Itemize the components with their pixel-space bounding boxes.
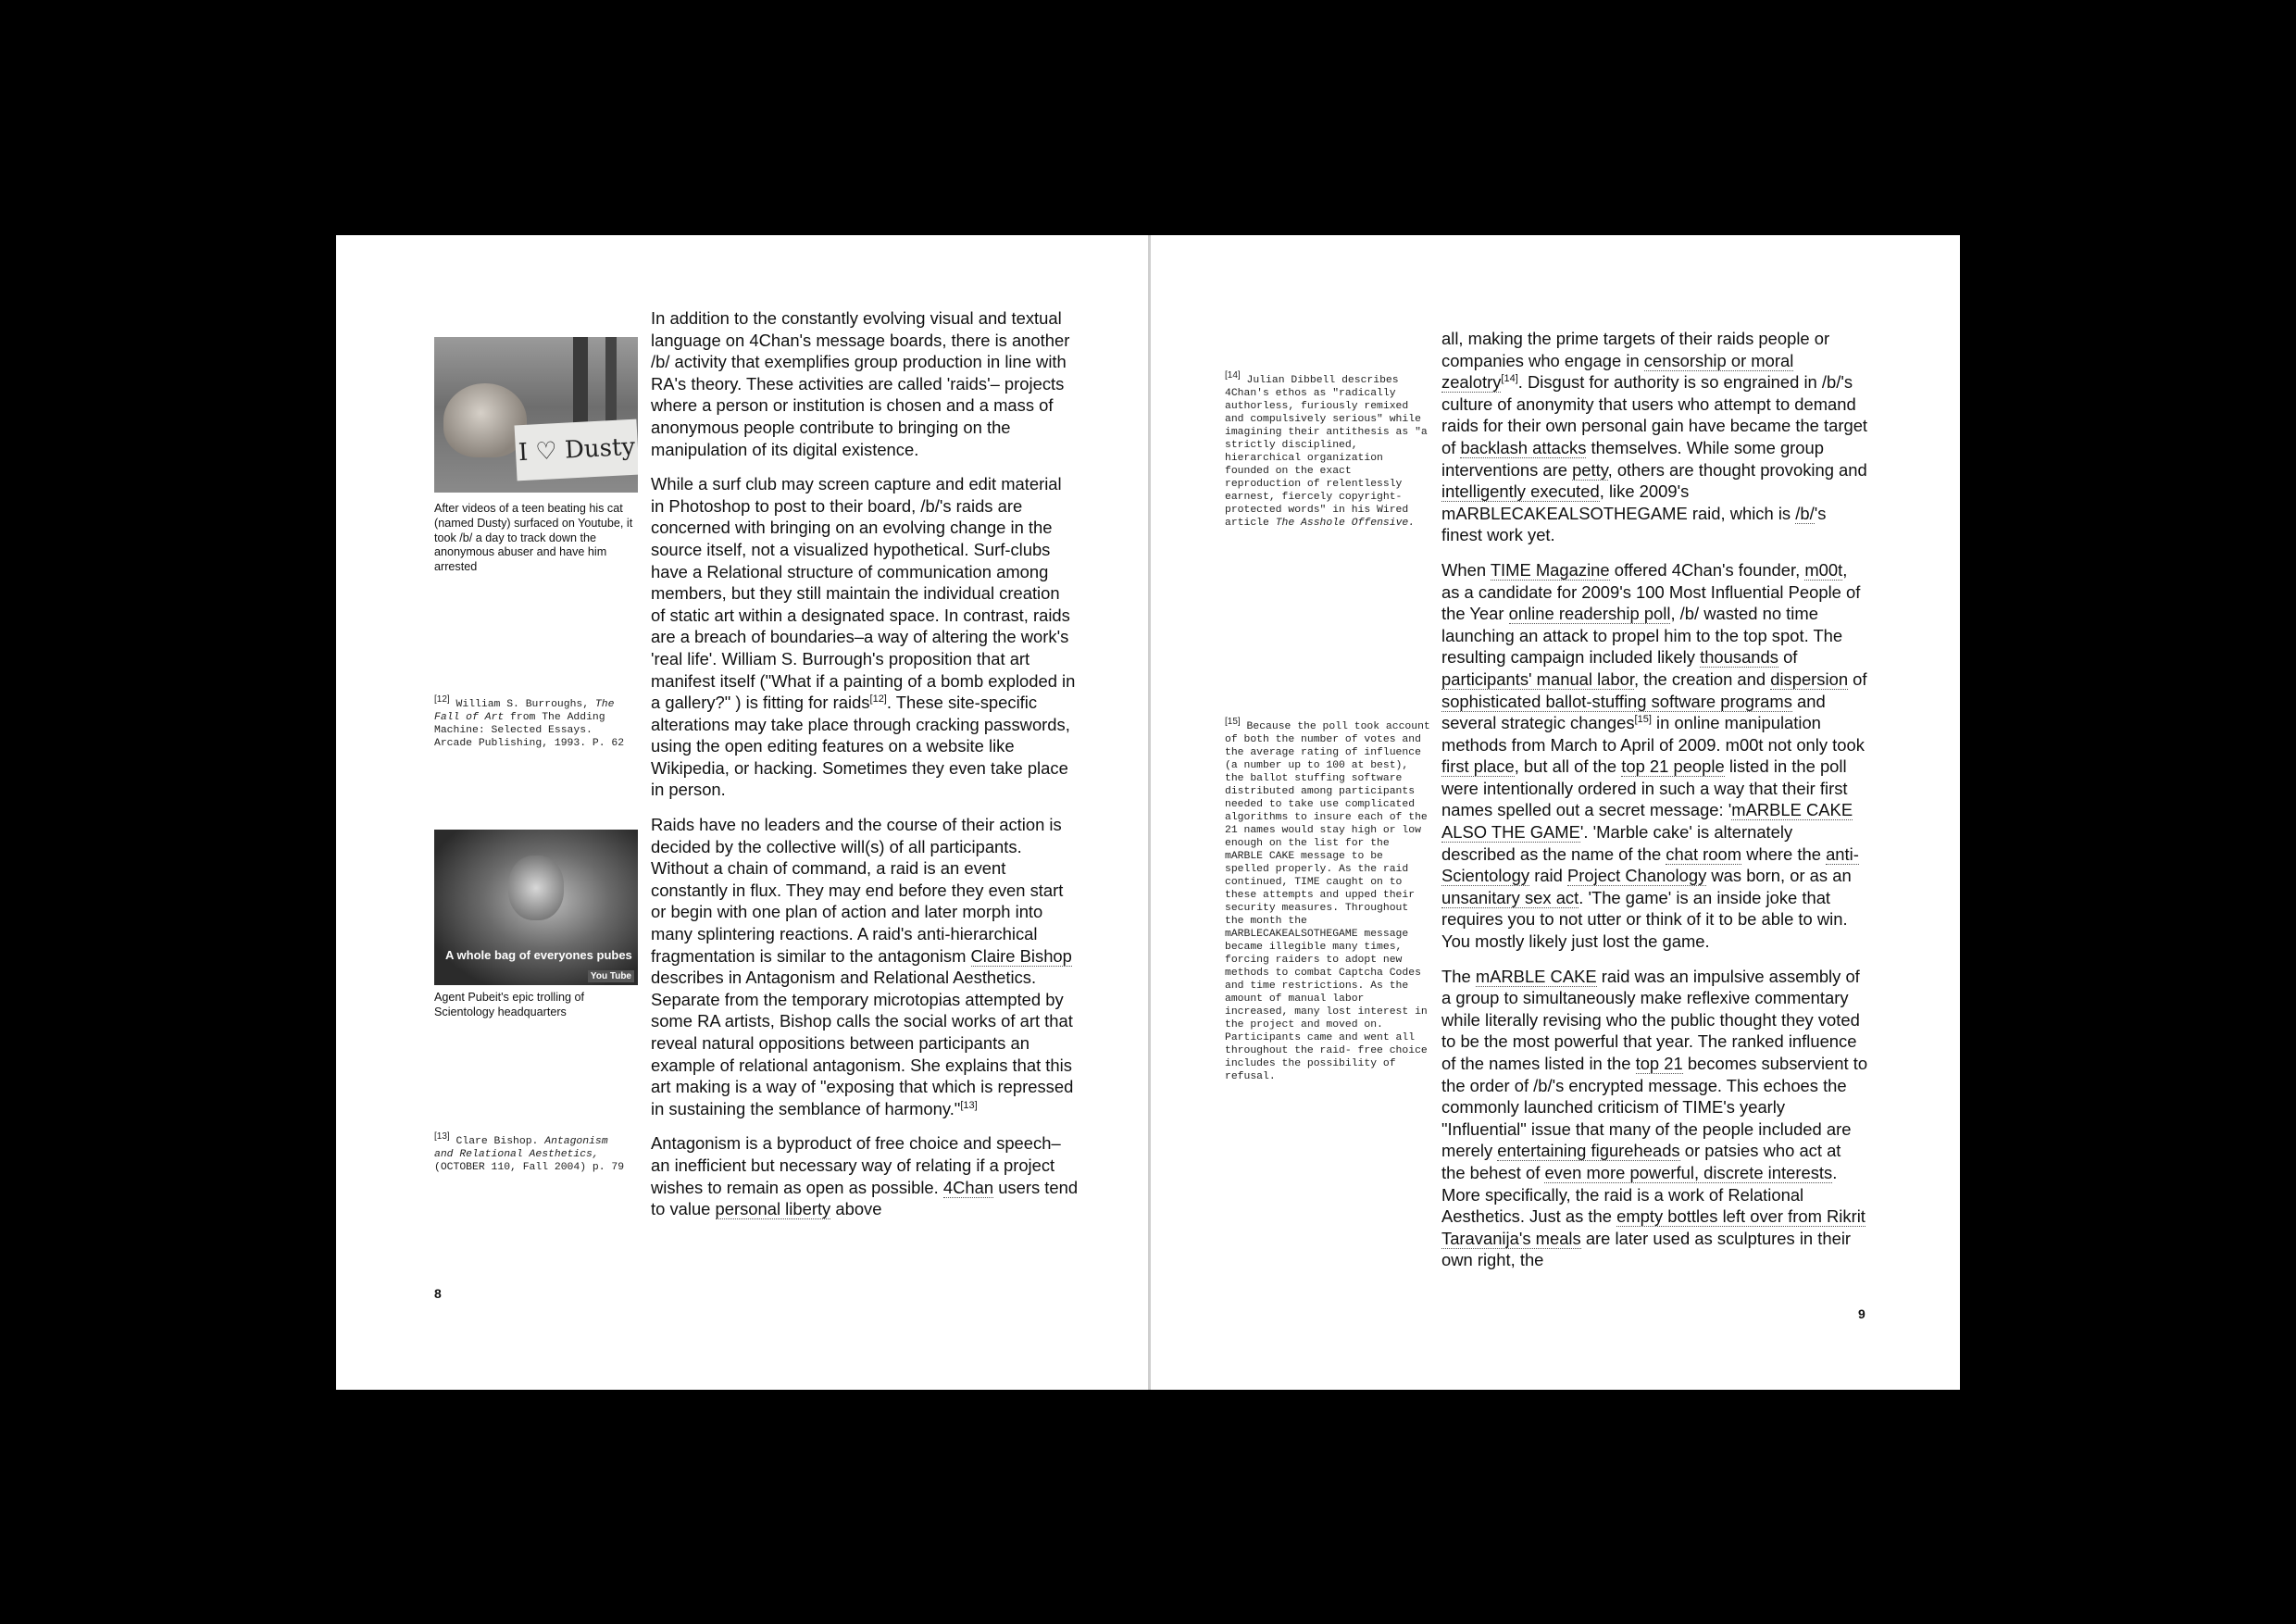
paragraph [1441, 328, 1869, 546]
text-run: raid [1529, 866, 1567, 886]
text-run: describes in Antagonism and Relational Aesthetics. Separate from the temporary microtopias attempted by some RA artists, Bishop calls the social works of art that reveal natural oppositions between participants an example of relational antagonism. She explains that this art making is a way of "exposing that which is repressed in sustaining the semblance of harmony." [651, 968, 1074, 1118]
footnote-rest: (OCTOBER 110, Fall 2004) p. 79 [434, 1162, 625, 1173]
text-run: '. 'Marble cake' is alternately described as the name of the [1441, 822, 1793, 864]
scientology-caption [434, 991, 640, 1020]
text-run: listed in the poll were intentionally ordered in such a way that their first names spelled out a secret message: ' [1441, 756, 1848, 820]
footnote-author: Clare Bishop. [455, 1136, 539, 1147]
footnote-text: Because the poll took account of both the number of votes and the average rating of influence (a number up to 100 at best), the ballot stuffing software distributed among participants needed to take use complicated algorithms to insure each of the 21 names would stay high or low enough on the list for the mARBLE CAKE message to be spelled properly. As the raid continued, TIME caught on to these attempts and upped their security measures. Throughout the month the mARBLECAKEALSOTHEGAME message became illegible many times, forcing raiders to adopt new methods to combat Captcha Codes and time restrictions. As the amount of manual labor increased, many lost interest in the project and moved on. Participants came and went all throughout the raid- free choice includes the possibility of refusal. [1225, 721, 1430, 1082]
text-run: , like 2009's mARBLECAKEALSOTHEGAME raid, which is [1441, 481, 1796, 523]
text-run: users tend to value [651, 1177, 1079, 1219]
link-thousands[interactable]: thousands [1700, 647, 1778, 668]
text-run: themselves. While some group interventions are [1441, 437, 1824, 480]
sign-text: I ♡ Dusty [518, 432, 636, 468]
link-marble-cake-message[interactable]: mARBLE CAKE ALSO THE GAME [1441, 800, 1853, 843]
text-run: . Disgust for authority is so engrained in /b/'s culture of anonymity that users who attempt to demand raids for their own personal gain have became the target of [1441, 372, 1868, 457]
text-run: and several strategic changes [1441, 691, 1826, 733]
text-run: . 'The game' is an inside joke that requires you to not utter or think of it to be able to win. You mostly likely just lost the game. [1441, 887, 1848, 952]
right-page [1151, 235, 1960, 1390]
footnote-rest: from The Adding Machine: Selected Essays. Arcade Publishing, 1993. P. 62 [434, 712, 625, 749]
footnote-14 [1225, 370, 1430, 530]
cat-photo-caption [434, 502, 640, 575]
link-chat-room[interactable]: chat room [1666, 843, 1742, 864]
link-anti-scientology[interactable]: anti-Scientology [1441, 843, 1859, 886]
link-top-21[interactable]: top 21 [1635, 1054, 1683, 1073]
paragraph: In addition to the constantly evolving visual and textual language on 4Chan's message boards, there is another /b/ activity that exemplifies group production in line with RA's theory. These activities are called 'raids'– projects where a person or institution is chosen and a mass of anonymous people contribute to bringing on the manipulation of its digital existence. [651, 308, 1070, 459]
text-run: , as a candidate for 2009's 100 Most Influential People of the Year [1441, 559, 1861, 624]
video-overlay-text: A whole bag of everyones pubes [445, 948, 632, 962]
link-claire-bishop[interactable]: Claire Bishop [970, 945, 1072, 966]
footnote-number: [15] [1225, 717, 1241, 728]
link-first-place[interactable]: first place [1441, 756, 1515, 777]
footnote-title: The Asshole Offensive. [1275, 518, 1416, 529]
paragraph [651, 814, 1079, 1119]
paragraph [651, 1132, 1079, 1219]
paragraph [1441, 559, 1869, 953]
link-entertaining-figureheads[interactable]: entertaining figureheads [1497, 1141, 1680, 1161]
scientology-video-still [434, 830, 638, 985]
text-run: above [830, 1199, 882, 1219]
link-b[interactable]: /b/ [1795, 503, 1815, 523]
link-top-21-people[interactable]: top 21 people [1621, 756, 1725, 777]
link-m00t[interactable]: m00t [1804, 559, 1843, 580]
paragraph [1441, 966, 1869, 1271]
link-online-poll[interactable]: online readership poll [1508, 604, 1671, 624]
footnote-ref[interactable]: [14] [1501, 373, 1518, 385]
link-dispersion[interactable]: dispersion [1770, 668, 1849, 689]
link-backlash-attacks[interactable]: backlash attacks [1460, 437, 1587, 457]
youtube-logo-icon [588, 970, 634, 982]
footnote-number: [13] [434, 1131, 450, 1143]
text-run: Raids have no leaders and the course of their action is decided by the collective will(s) of all participants. Without a chain of command, a raid is an event constantly in flux. They may end before they even start or begin with one plan of action and later morph into many splintering reactions. A raid's anti-hierarchical fragmentation is similar to the antagonism [651, 815, 1064, 966]
text-run: was born, or as an [1706, 866, 1852, 886]
link-marble-cake[interactable]: mARBLE CAKE [1475, 966, 1597, 986]
text-run: 's finest work yet. [1441, 503, 1827, 545]
link-time-magazine[interactable]: TIME Magazine [1490, 559, 1610, 580]
text-run: offered 4Chan's founder, [1609, 559, 1805, 580]
link-manual-labor[interactable]: participants' manual labor [1441, 668, 1634, 689]
link-ballot-software[interactable]: sophisticated ballot-stuffing software programs [1441, 691, 1792, 711]
footnote-title: Antagonism and Relational Aesthetics, [434, 1136, 608, 1160]
link-petty[interactable]: petty [1572, 459, 1608, 480]
dusty-sign [515, 419, 638, 481]
cat-photo [434, 337, 638, 493]
link-discrete-interests[interactable]: even more powerful, discrete interests [1544, 1162, 1833, 1182]
footnote-15 [1225, 717, 1430, 1083]
caption-text: Agent Pubeit's epic trolling of Scientology headquarters [434, 991, 585, 1018]
footnote-13 [434, 1131, 629, 1174]
footnote-ref[interactable]: [12] [869, 693, 887, 705]
link-empty-bottles[interactable]: empty bottles left over from Rikrit Taravanija's meals [1441, 1206, 1866, 1248]
link-unsanitary-sex-act[interactable]: unsanitary sex act [1441, 887, 1579, 907]
logo-text: You Tube [590, 971, 631, 981]
text-run: or patsies who act at the behest of [1441, 1141, 1841, 1182]
paragraph [651, 473, 1079, 801]
page-number: 8 [434, 1286, 442, 1301]
footnote-number: [14] [1225, 370, 1241, 381]
text-run: Antagonism is a byproduct of free choice and speech– an inefficient but necessary way of relating if a project wishes to remain as open as possible. [651, 1133, 1061, 1197]
text-run: When [1441, 559, 1491, 580]
link-4chan[interactable]: 4Chan [942, 1177, 994, 1197]
text-run: , the creation and [1633, 668, 1771, 689]
text-run: . More specifically, the raid is a work of Relational Aesthetics. Just as the [1441, 1162, 1838, 1227]
link-censorship[interactable]: censorship or moral zealotry [1441, 350, 1794, 393]
text-run: , but all of the [1514, 756, 1622, 777]
text-run: are later used as sculptures in their own right, the [1441, 1228, 1852, 1270]
page-number: 9 [1858, 1306, 1866, 1321]
link-personal-liberty[interactable]: personal liberty [715, 1199, 831, 1219]
left-page [336, 235, 1148, 1390]
footnote-12 [434, 694, 629, 750]
footnote-title: The Fall of Art [434, 699, 615, 723]
text-run: , /b/ wasted no time launching an attack to propel him to the top spot. The resulting campaign included likely [1441, 604, 1843, 668]
text-run: , others are thought provoking and [1607, 459, 1867, 480]
link-intelligently-executed[interactable]: intelligently executed [1441, 481, 1600, 502]
text-run: becomes subservient to the order of /b/'s encrypted message. This echoes the commonly launched criticism of TIME's yearly "Influential" issue that many of the people included are merely [1441, 1054, 1868, 1161]
footnote-author: William S. Burroughs, [455, 699, 590, 710]
text-run: . These site-specific alterations may take place through cracking passwords, using the open editing features on a website like Wikipedia, or hacking. Sometimes they even take place in person. [651, 693, 1070, 800]
link-project-chanology[interactable]: Project Chanology [1566, 866, 1707, 886]
text-run: The [1441, 966, 1476, 986]
text-run: in online manipulation methods from March to April of 2009. m00t not only took [1441, 713, 1865, 755]
text-run: all, making the prime targets of their raids people or companies who engage in [1441, 329, 1830, 370]
right-body-column [1441, 328, 1869, 1284]
text-run: raid was an impulsive assembly of a group to simultaneously make reflexive commentary while literally revising who the public thought they voted to be the most powerful that year. The ranked influence of the names listed in the [1441, 966, 1860, 1073]
footnote-ref[interactable]: [13] [960, 1099, 978, 1111]
left-body-column [651, 307, 1079, 1233]
text-run: of [1848, 668, 1867, 689]
text-run: While a surf club may screen capture and edit material in Photoshop to post to their board, /b/'s raids are concerned with bringing on an evolving change in the source itself, not a visualized hypothetical. Surf-clubs have a Relational structure of communication among members, but they still maintain the individual creation of static art within a designated space. In contrast, raids are a breach of boundaries–a way of altering the work's 'real life'. William S. Burrough's proposition that art manifest itself ("What if a painting of a bomb exploded in a gallery?" ) is fitting for raids [651, 474, 1076, 713]
text-run: of [1778, 647, 1798, 668]
footnote-number: [12] [434, 694, 450, 706]
footnote-text: Julian Dibbell describes 4Chan's ethos as "radically authorless, furiously remixed and compulsively serious" while imagining their antithesis as "a strictly disciplined, hierarchical organization founded on the exact reproduction of relentlessly earnest, fiercely copyright-protected words" in his Wired article [1225, 375, 1428, 529]
footnote-ref[interactable]: [15] [1634, 713, 1652, 725]
caption-text: After videos of a teen beating his cat (named Dusty) surfaced on Youtube, it took /b/ a day to track down the anonymous abuser and have him arrested [434, 502, 633, 574]
text-run: where the [1741, 843, 1827, 864]
